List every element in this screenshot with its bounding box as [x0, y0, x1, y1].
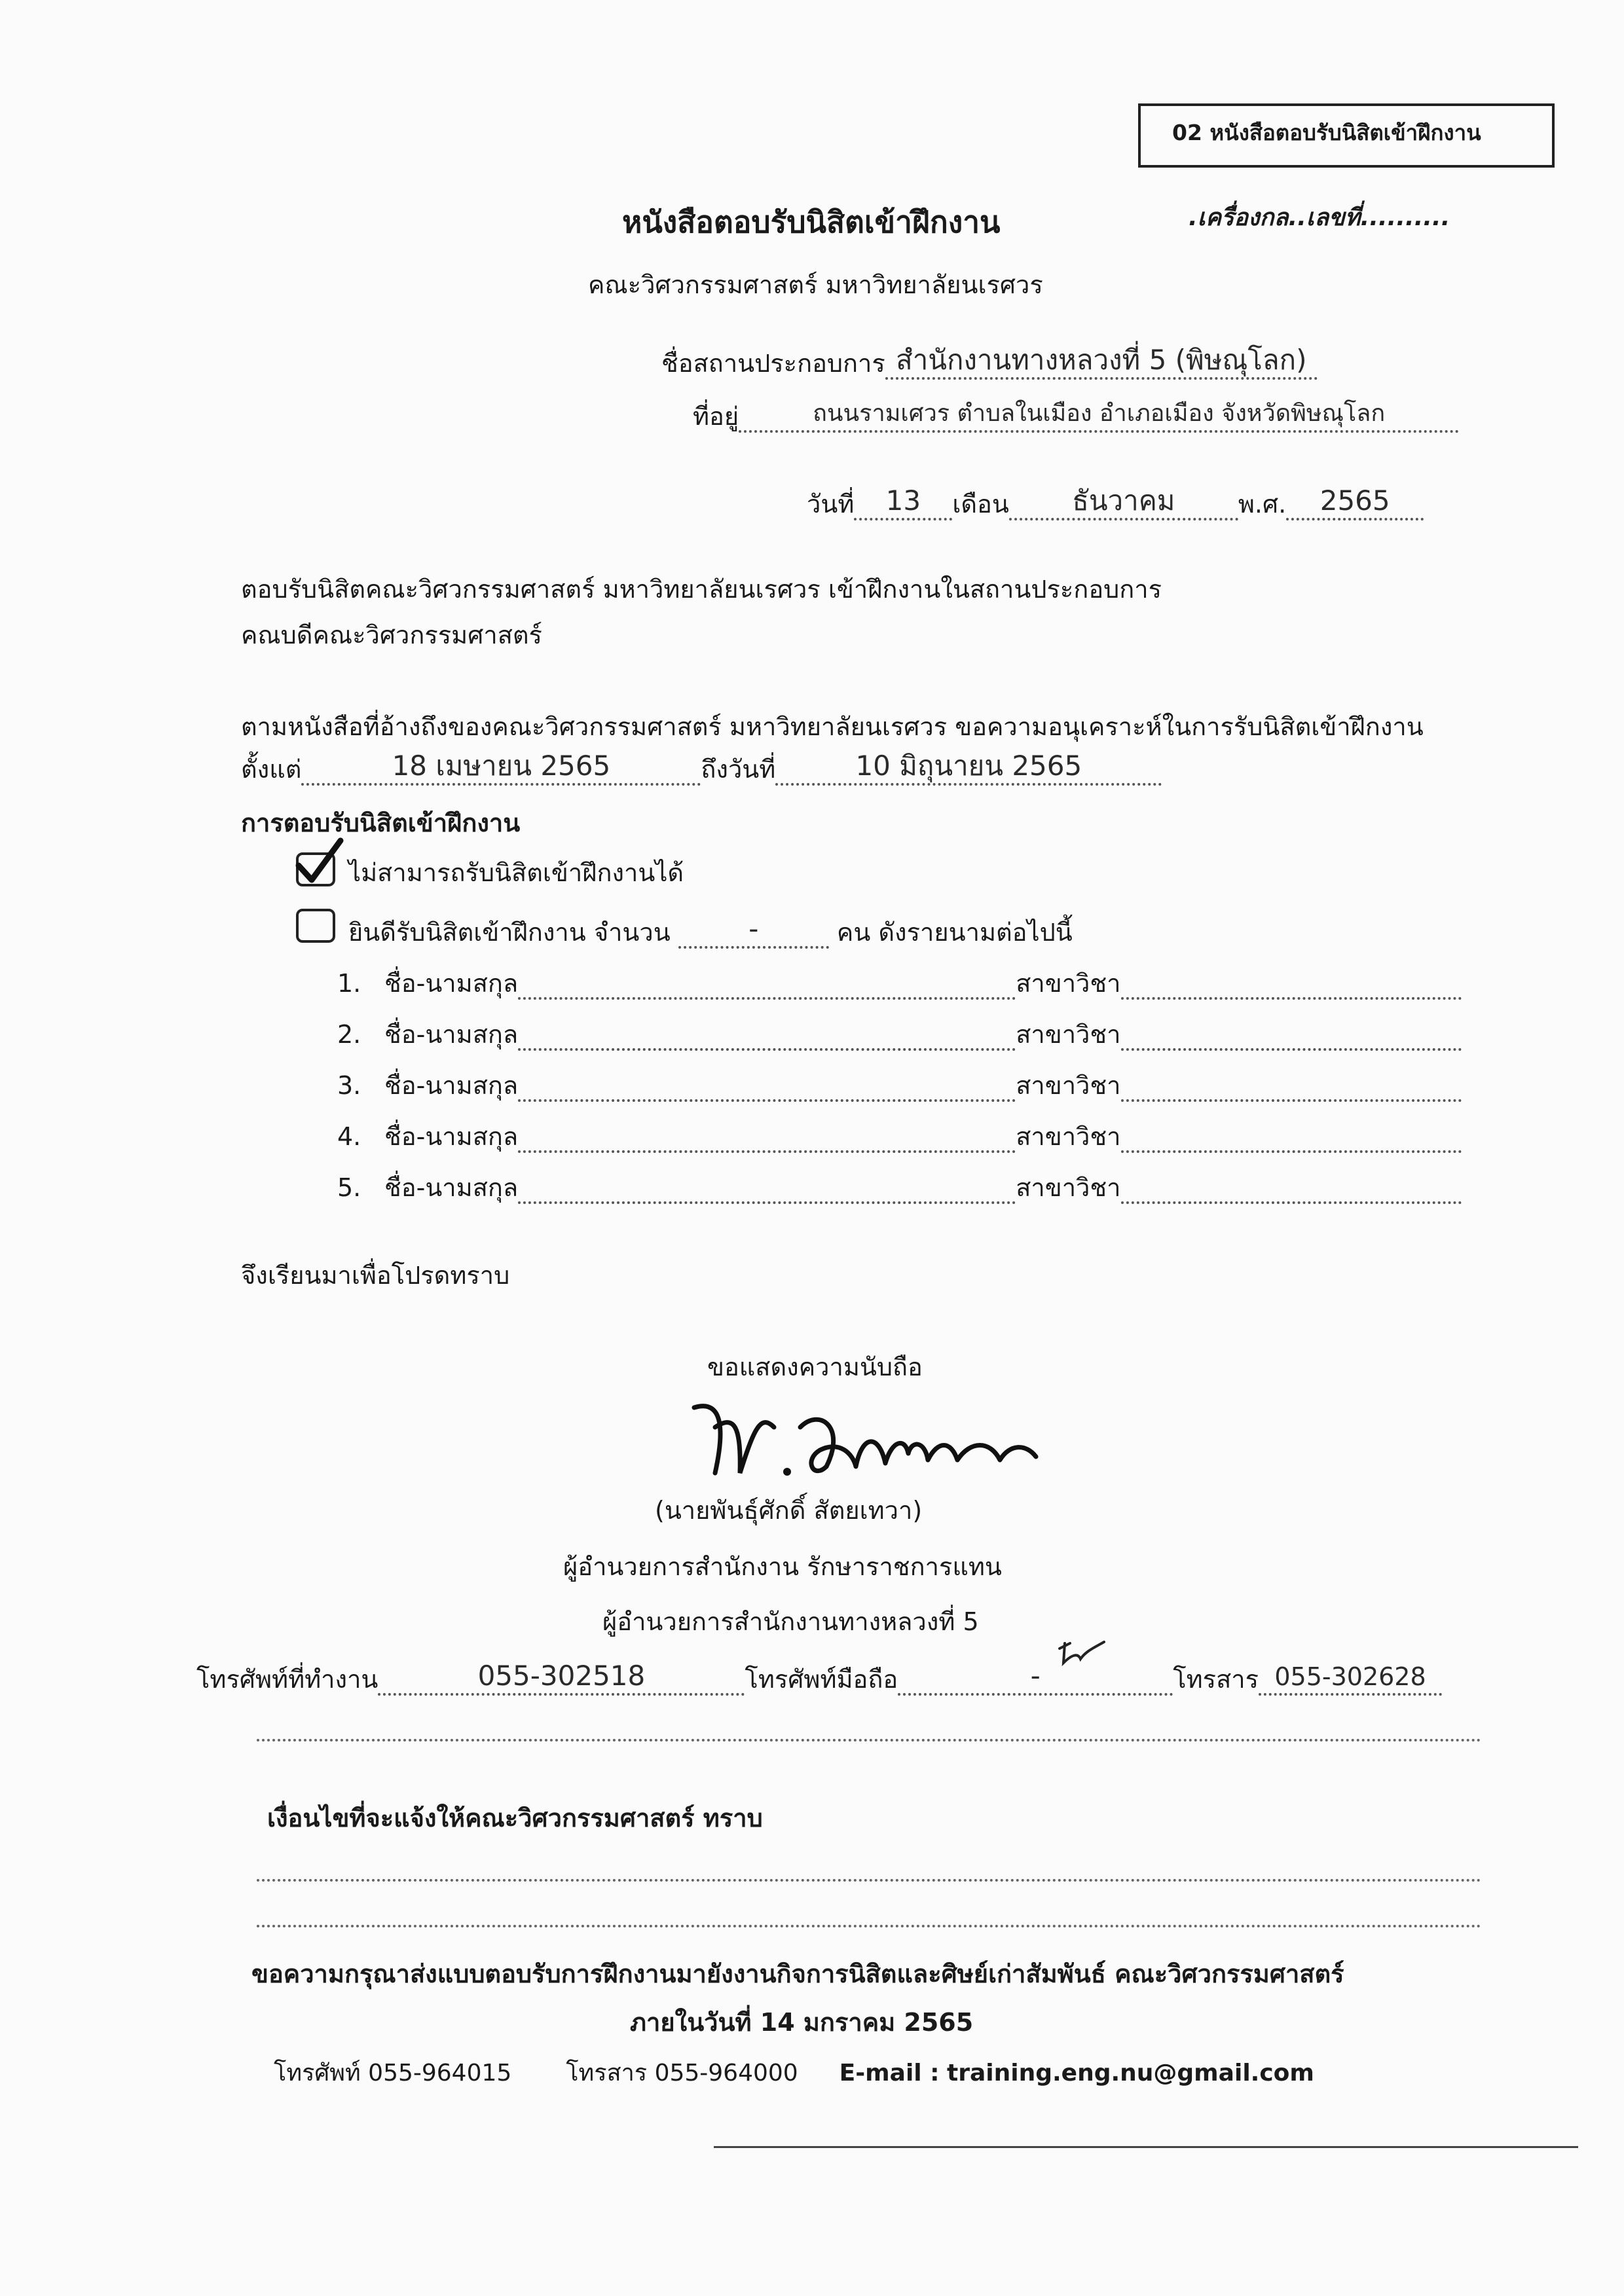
signer-position-1: ผู้อำนวยการสำนักงาน รักษาราชการแทน [563, 1552, 1002, 1581]
closing-line: จึงเรียนมาเพื่อโปรดทราบ [241, 1261, 510, 1290]
student-major-label: สาขาวิชา [1016, 1020, 1121, 1049]
student-name-label: ชื่อ-นามสกุล [384, 969, 519, 998]
establishment-name-row [661, 344, 1318, 380]
conditions-line-1[interactable] [257, 1879, 1481, 1882]
signer-position-2: ผู้อำนวยการสำนักงานทางหลวงที่ 5 [602, 1607, 979, 1636]
day-value: 13 [854, 484, 952, 520]
footer-fax: โทรสาร 055-964000 [566, 2060, 798, 2086]
reference-line: ตามหนังสือที่อ้างถึงของคณะวิศวกรรมศาสตร์ มหาวิทยาลัยนเรศวร ขอความอนุเคราะห์ในการรับนิสิตเข้าฝึกงาน [241, 712, 1424, 741]
footer-request-line: ขอความกรุณาส่งแบบตอบรับการฝึกงานมายังงานกิจการนิสิตและศิษย์เก่าสัมพันธ์ คณะวิศวกรรมศาสตร์ [251, 1959, 1344, 1988]
decline-label: ไม่สามารถรับนิสิตเข้าฝึกงานได้ [348, 858, 684, 887]
page-subtitle: คณะวิศวกรรมศาสตร์ มหาวิทยาลัยนเรศวร [588, 270, 1043, 299]
student-num: 4. [337, 1122, 361, 1151]
student-row [337, 1018, 1462, 1051]
student-major-field[interactable] [1121, 1048, 1462, 1051]
year-label: พ.ศ. [1238, 490, 1287, 519]
footer-deadline: ภายในวันที่ 14 มกราคม 2565 [630, 2008, 974, 2037]
student-row [337, 1069, 1462, 1102]
accept-label: ยินดีรับนิสิตเข้าฝึกงาน จำนวน [348, 918, 671, 947]
student-major-label: สาขาวิชา [1016, 1122, 1121, 1151]
to-line: คณบดีคณะวิศวกรรมศาสตร์ [241, 621, 542, 649]
accept-checkbox[interactable] [296, 909, 335, 943]
handwritten-signature [689, 1388, 1043, 1486]
student-row [337, 1171, 1462, 1204]
fax-label: โทรสาร [1173, 1665, 1259, 1694]
student-name-field[interactable] [518, 1201, 1016, 1204]
student-name-field[interactable] [518, 1099, 1016, 1102]
establishment-name-label: ชื่อสถานประกอบการ [661, 349, 885, 378]
page-title: หนังสือตอบรับนิสิตเข้าฝึกงาน [622, 204, 1001, 240]
student-name-field[interactable] [518, 997, 1016, 1000]
student-name-label: ชื่อ-นามสกุล [384, 1122, 519, 1151]
accept-row [348, 913, 1073, 949]
month-value: ธันวาคม [1009, 484, 1238, 520]
check-mark-icon [293, 837, 346, 889]
office-phone-label: โทรศัพท์ที่ทำงาน [196, 1665, 378, 1694]
student-major-label: สาขาวิชา [1016, 1071, 1121, 1100]
establishment-address-row [693, 396, 1459, 433]
footer-phone: โทรศัพท์ 055-964015 [274, 2060, 512, 2086]
regards-line: ขอแสดงความนับถือ [707, 1353, 923, 1381]
student-major-label: สาขาวิชา [1016, 969, 1121, 998]
student-name-label: ชื่อ-นามสกุล [384, 1173, 519, 1202]
bottom-rule [714, 2146, 1578, 2148]
student-row [337, 1120, 1462, 1153]
day-label: วันที่ [807, 490, 855, 519]
period-from-value: 18 เมษายน 2565 [301, 750, 701, 786]
contact-row [196, 1660, 1442, 1696]
period-from-prefix: ตั้งแต่ [241, 755, 302, 784]
fax-value: 055-302628 [1259, 1660, 1442, 1696]
conditions-label: เงื่อนไขที่จะแจ้งให้คณะวิศวกรรมศาสตร์ ทราบ [267, 1804, 763, 1832]
mobile-phone-label: โทรศัพท์มือถือ [745, 1665, 898, 1694]
footer-email-link[interactable]: training.eng.nu@gmail.com [947, 2060, 1314, 2086]
dept-note: .เครื่องกล..เลขที่.......... [1189, 204, 1450, 231]
office-phone-value: 055-302518 [378, 1660, 745, 1696]
accept-count: - [678, 913, 829, 949]
conditions-line-2[interactable] [257, 1925, 1481, 1927]
student-major-field[interactable] [1121, 997, 1462, 1000]
student-name-field[interactable] [518, 1150, 1016, 1153]
date-row [807, 484, 1424, 520]
student-num: 1. [337, 969, 361, 998]
blank-line [257, 1739, 1481, 1741]
month-label: เดือน [952, 490, 1009, 519]
establishment-address-label: ที่อยู่ [693, 402, 739, 431]
footer-contact [274, 2057, 1314, 2090]
year-value: 2565 [1286, 484, 1424, 520]
student-name-label: ชื่อ-นามสกุล [384, 1071, 519, 1100]
establishment-address-value: ถนนรามเศวร ตำบลในเมือง อำเภอเมือง จังหวัดพิษณุโลก [739, 396, 1459, 433]
response-heading: การตอบรับนิสิตเข้าฝึกงาน [241, 809, 521, 837]
mobile-phone-value: - [898, 1660, 1173, 1696]
student-major-field[interactable] [1121, 1150, 1462, 1153]
student-row [337, 967, 1462, 1000]
student-num: 5. [337, 1173, 361, 1202]
signer-name: (นายพันธุ์ศักดิ์ สัตยเทวา) [655, 1496, 923, 1525]
student-major-label: สาขาวิชา [1016, 1173, 1121, 1202]
doc-code: 02 หนังสือตอบรับนิสิตเข้าฝึกงาน [1172, 120, 1481, 145]
period-row [241, 750, 1162, 786]
footer-email-label: E-mail : [839, 2060, 940, 2086]
accept-unit: คน ดังรายนามต่อไปนี้ [836, 918, 1073, 947]
student-name-label: ชื่อ-นามสกุล [384, 1020, 519, 1049]
subject-line: ตอบรับนิสิตคณะวิศวกรรมศาสตร์ มหาวิทยาลัยนเรศวร เข้าฝึกงานในสถานประกอบการ [241, 575, 1162, 604]
student-num: 3. [337, 1071, 361, 1100]
period-to-value: 10 มิถุนายน 2565 [775, 750, 1162, 786]
establishment-name-value: สำนักงานทางหลวงที่ 5 (พิษณุโลก) [885, 344, 1318, 380]
student-name-field[interactable] [518, 1048, 1016, 1051]
student-major-field[interactable] [1121, 1099, 1462, 1102]
period-to-label: ถึงวันที่ [701, 755, 776, 784]
student-major-field[interactable] [1121, 1201, 1462, 1204]
student-num: 2. [337, 1020, 361, 1049]
